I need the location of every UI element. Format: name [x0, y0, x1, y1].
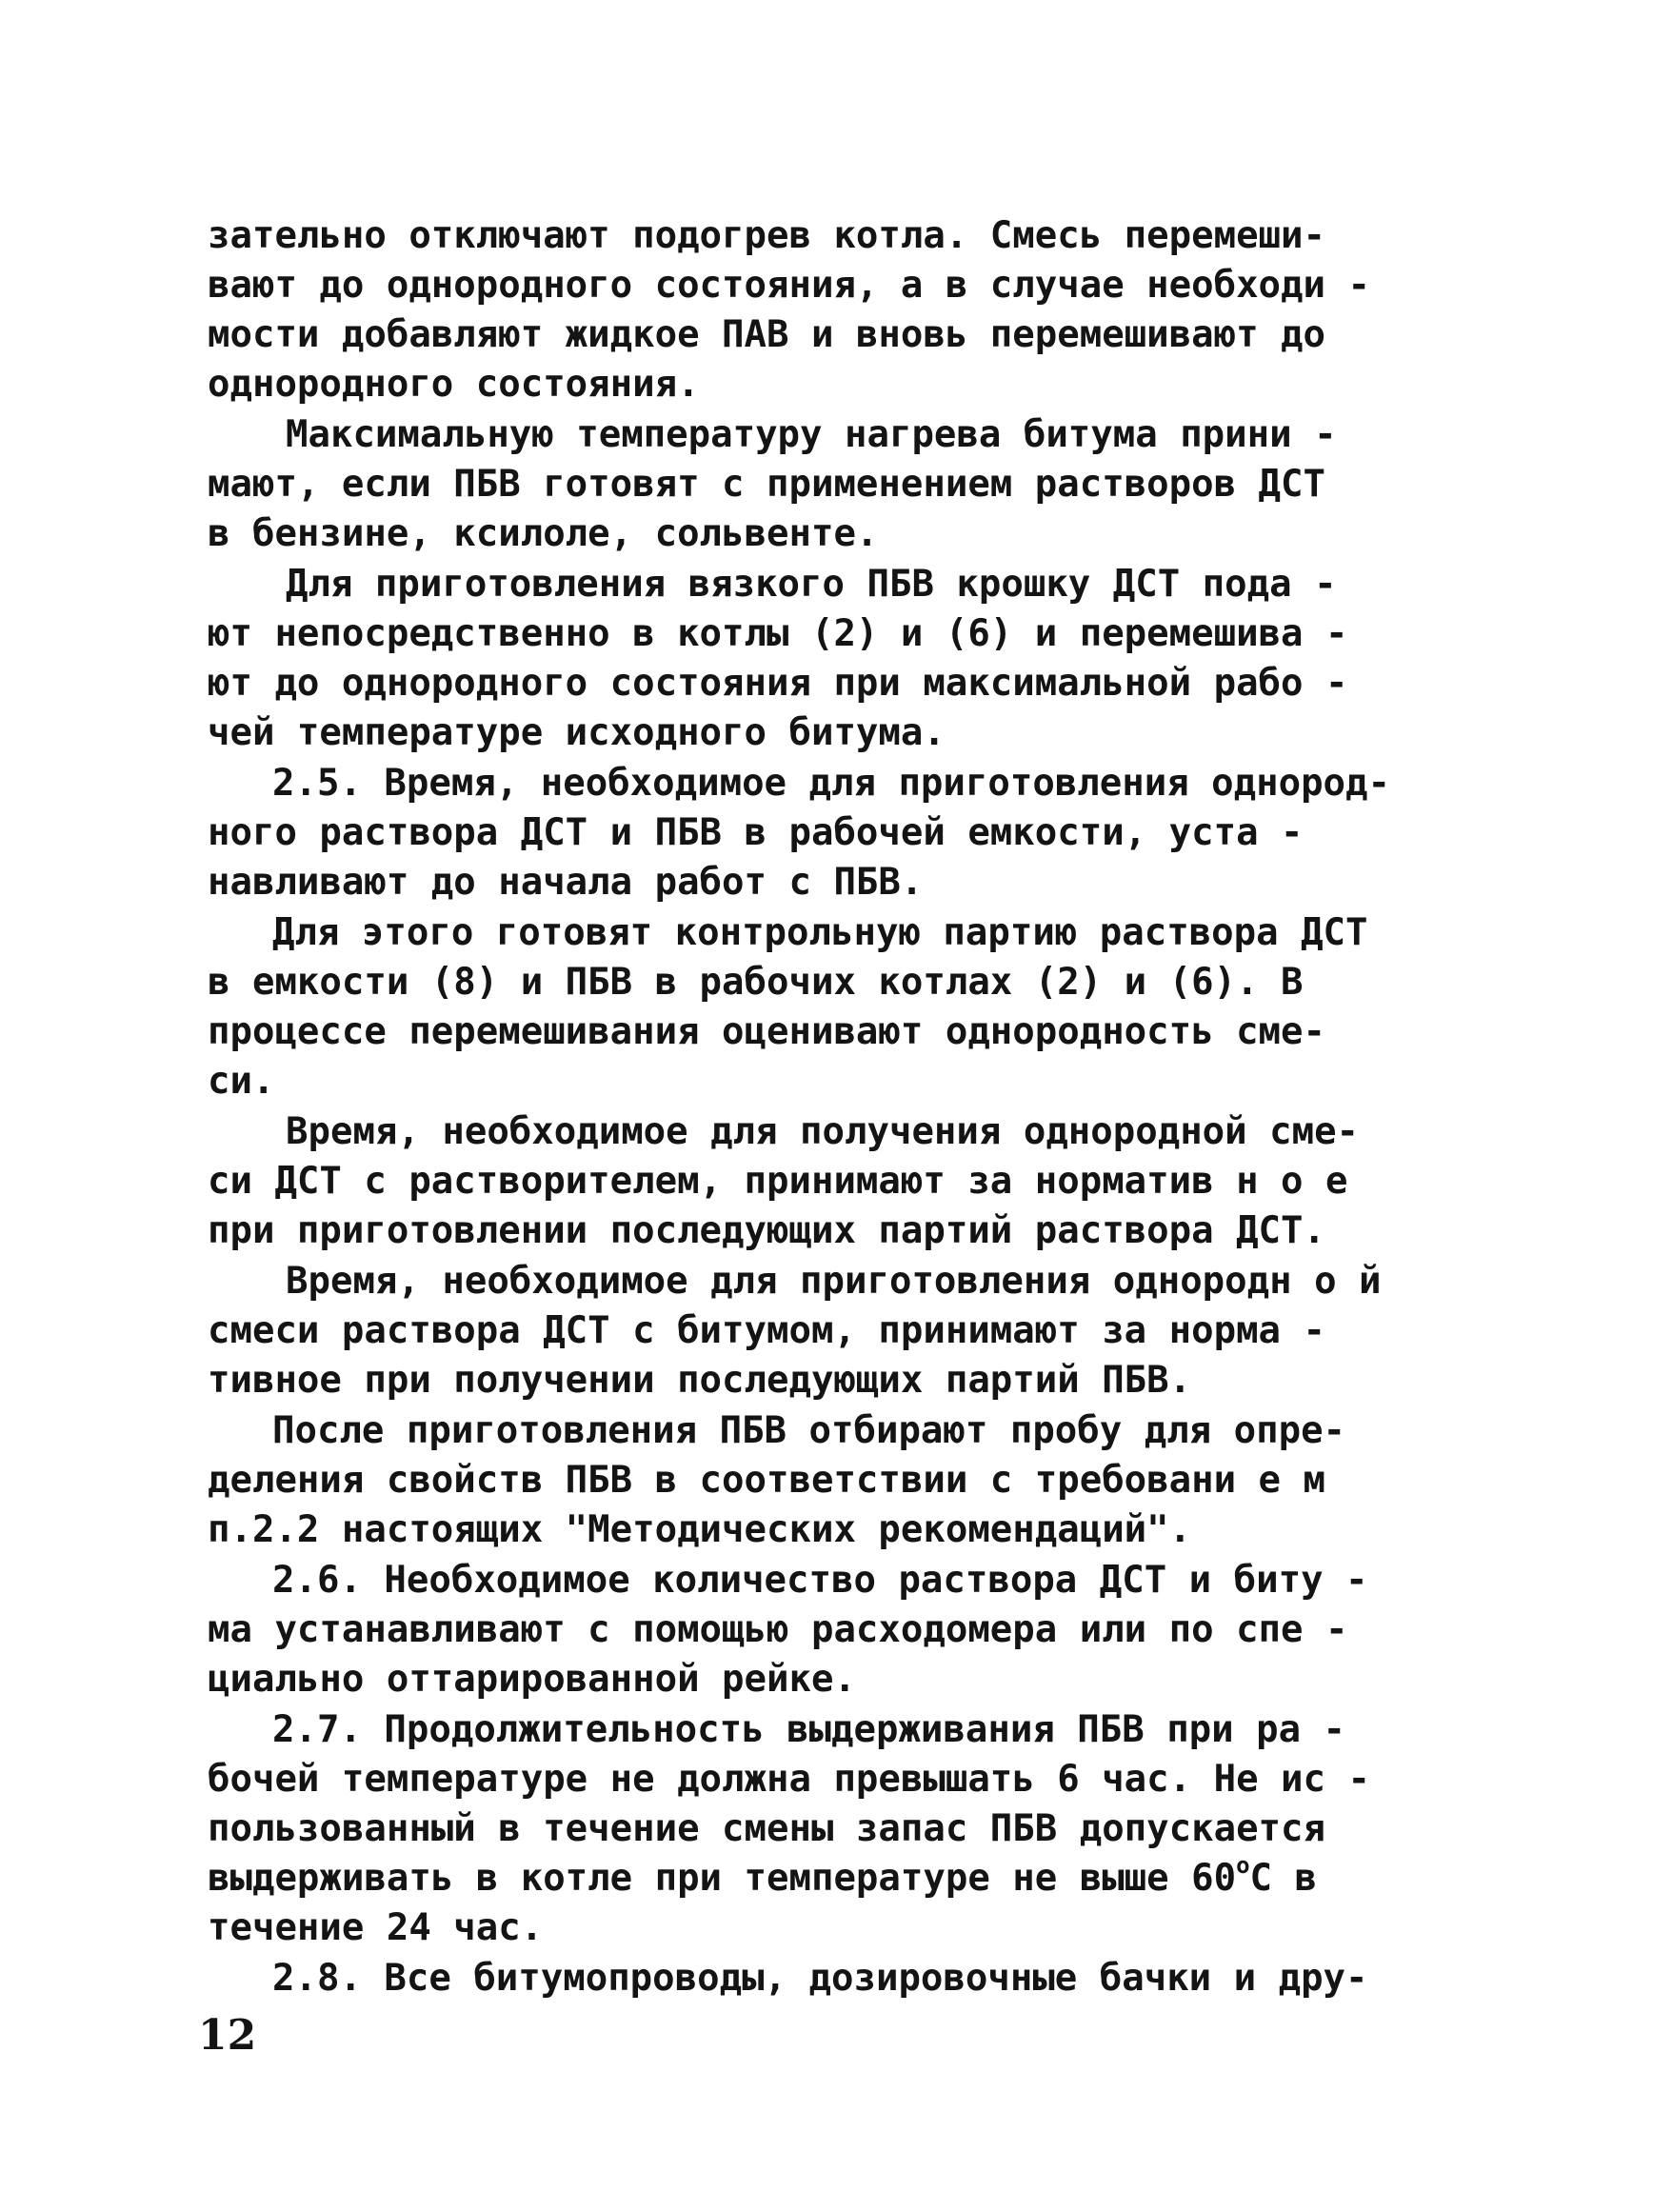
text-line: си.: [208, 1060, 275, 1103]
text-line: бочей температуре не должна превышать 6 час. Не ис -: [208, 1758, 1370, 1801]
text-line: мости добавляют жидкое ПАВ и вновь перемешивают до: [208, 313, 1325, 356]
text-line: однородного состояния.: [208, 363, 700, 406]
text-segment: выдерживать в котле при температуре не выше 60: [208, 1857, 1237, 1900]
text-line: деления свойств ПБВ в соответствии с требовани е м: [208, 1459, 1325, 1502]
text-line: ного раствора ДСТ и ПБВ в рабочей емкости, уста -: [208, 811, 1304, 854]
paragraph-first-line: Время, необходимое для приготовления однородн о й: [286, 1260, 1382, 1303]
section-2-6-heading-line: 2.6. Необходимое количество раствора ДСТ и биту -: [272, 1559, 1368, 1602]
paragraph-first-line: После приготовления ПБВ отбирают пробу для опре-: [272, 1409, 1346, 1452]
text-line: процессе перемешивания оценивают однородность сме-: [208, 1010, 1325, 1053]
text-line: ма устанавливают с помощью расходомера или по спе -: [208, 1608, 1348, 1651]
text-line: ют непосредственно в котлы (2) и (6) и перемешива -: [208, 612, 1348, 655]
text-line: ют до однородного состояния при максимальной рабо -: [208, 662, 1348, 705]
text-line: течение 24 час.: [208, 1906, 544, 1949]
text-line: в бензине, ксилоле, сольвенте.: [208, 512, 879, 555]
paragraph-first-line: Для этого готовят контрольную партию раствора ДСТ: [272, 911, 1368, 954]
text-line: чей температуре исходного битума.: [208, 711, 946, 754]
text-line: мают, если ПБВ готовят с применением растворов ДСТ: [208, 463, 1325, 506]
text-line: навливают до начала работ с ПБВ.: [208, 861, 924, 904]
text-line: циально оттарированной рейке.: [208, 1658, 856, 1701]
text-line: смеси раствора ДСТ с битумом, принимают за норма -: [208, 1309, 1325, 1352]
text-line: в емкости (8) и ПБВ в рабочих котлах (2) и (6). В: [208, 961, 1304, 1004]
degree-symbol: о: [1236, 1854, 1250, 1879]
paragraph-first-line: Максимальную температуру нагрева битума прини -: [286, 413, 1337, 456]
text-line: си ДСТ с растворителем, принимают за норматив н о е: [208, 1160, 1348, 1203]
paragraph-first-line: Время, необходимое для получения однородной сме-: [286, 1110, 1360, 1153]
section-2-8-heading-line: 2.8. Все битумопроводы, дозировочные бачки и дру-: [272, 1957, 1368, 2000]
text-line: пользованный в течение смены запас ПБВ допускается: [208, 1807, 1325, 1850]
text-line: вают до однородного состояния, а в случае необходи -: [208, 264, 1370, 307]
text-line: п.2.2 настоящих "Методических рекомендаций".: [208, 1508, 1192, 1551]
section-2-7-heading-line: 2.7. Продолжительность выдерживания ПБВ при ра -: [272, 1708, 1346, 1751]
text-line: тивное при получении последующих партий ПБВ.: [208, 1359, 1192, 1402]
section-2-5-heading-line: 2.5. Время, необходимое для приготовления однород-: [272, 762, 1390, 805]
text-line: при приготовлении последующих партий раствора ДСТ.: [208, 1209, 1325, 1252]
text-line-with-degree: [208, 1854, 1464, 1903]
text-segment: С в: [1249, 1857, 1317, 1900]
page-number: 12: [198, 2011, 257, 2060]
text-line: зательно отключают подогрев котла. Смесь перемеши-: [208, 214, 1325, 257]
paragraph-first-line: Для приготовления вязкого ПБВ крошку ДСТ пода -: [286, 563, 1337, 606]
